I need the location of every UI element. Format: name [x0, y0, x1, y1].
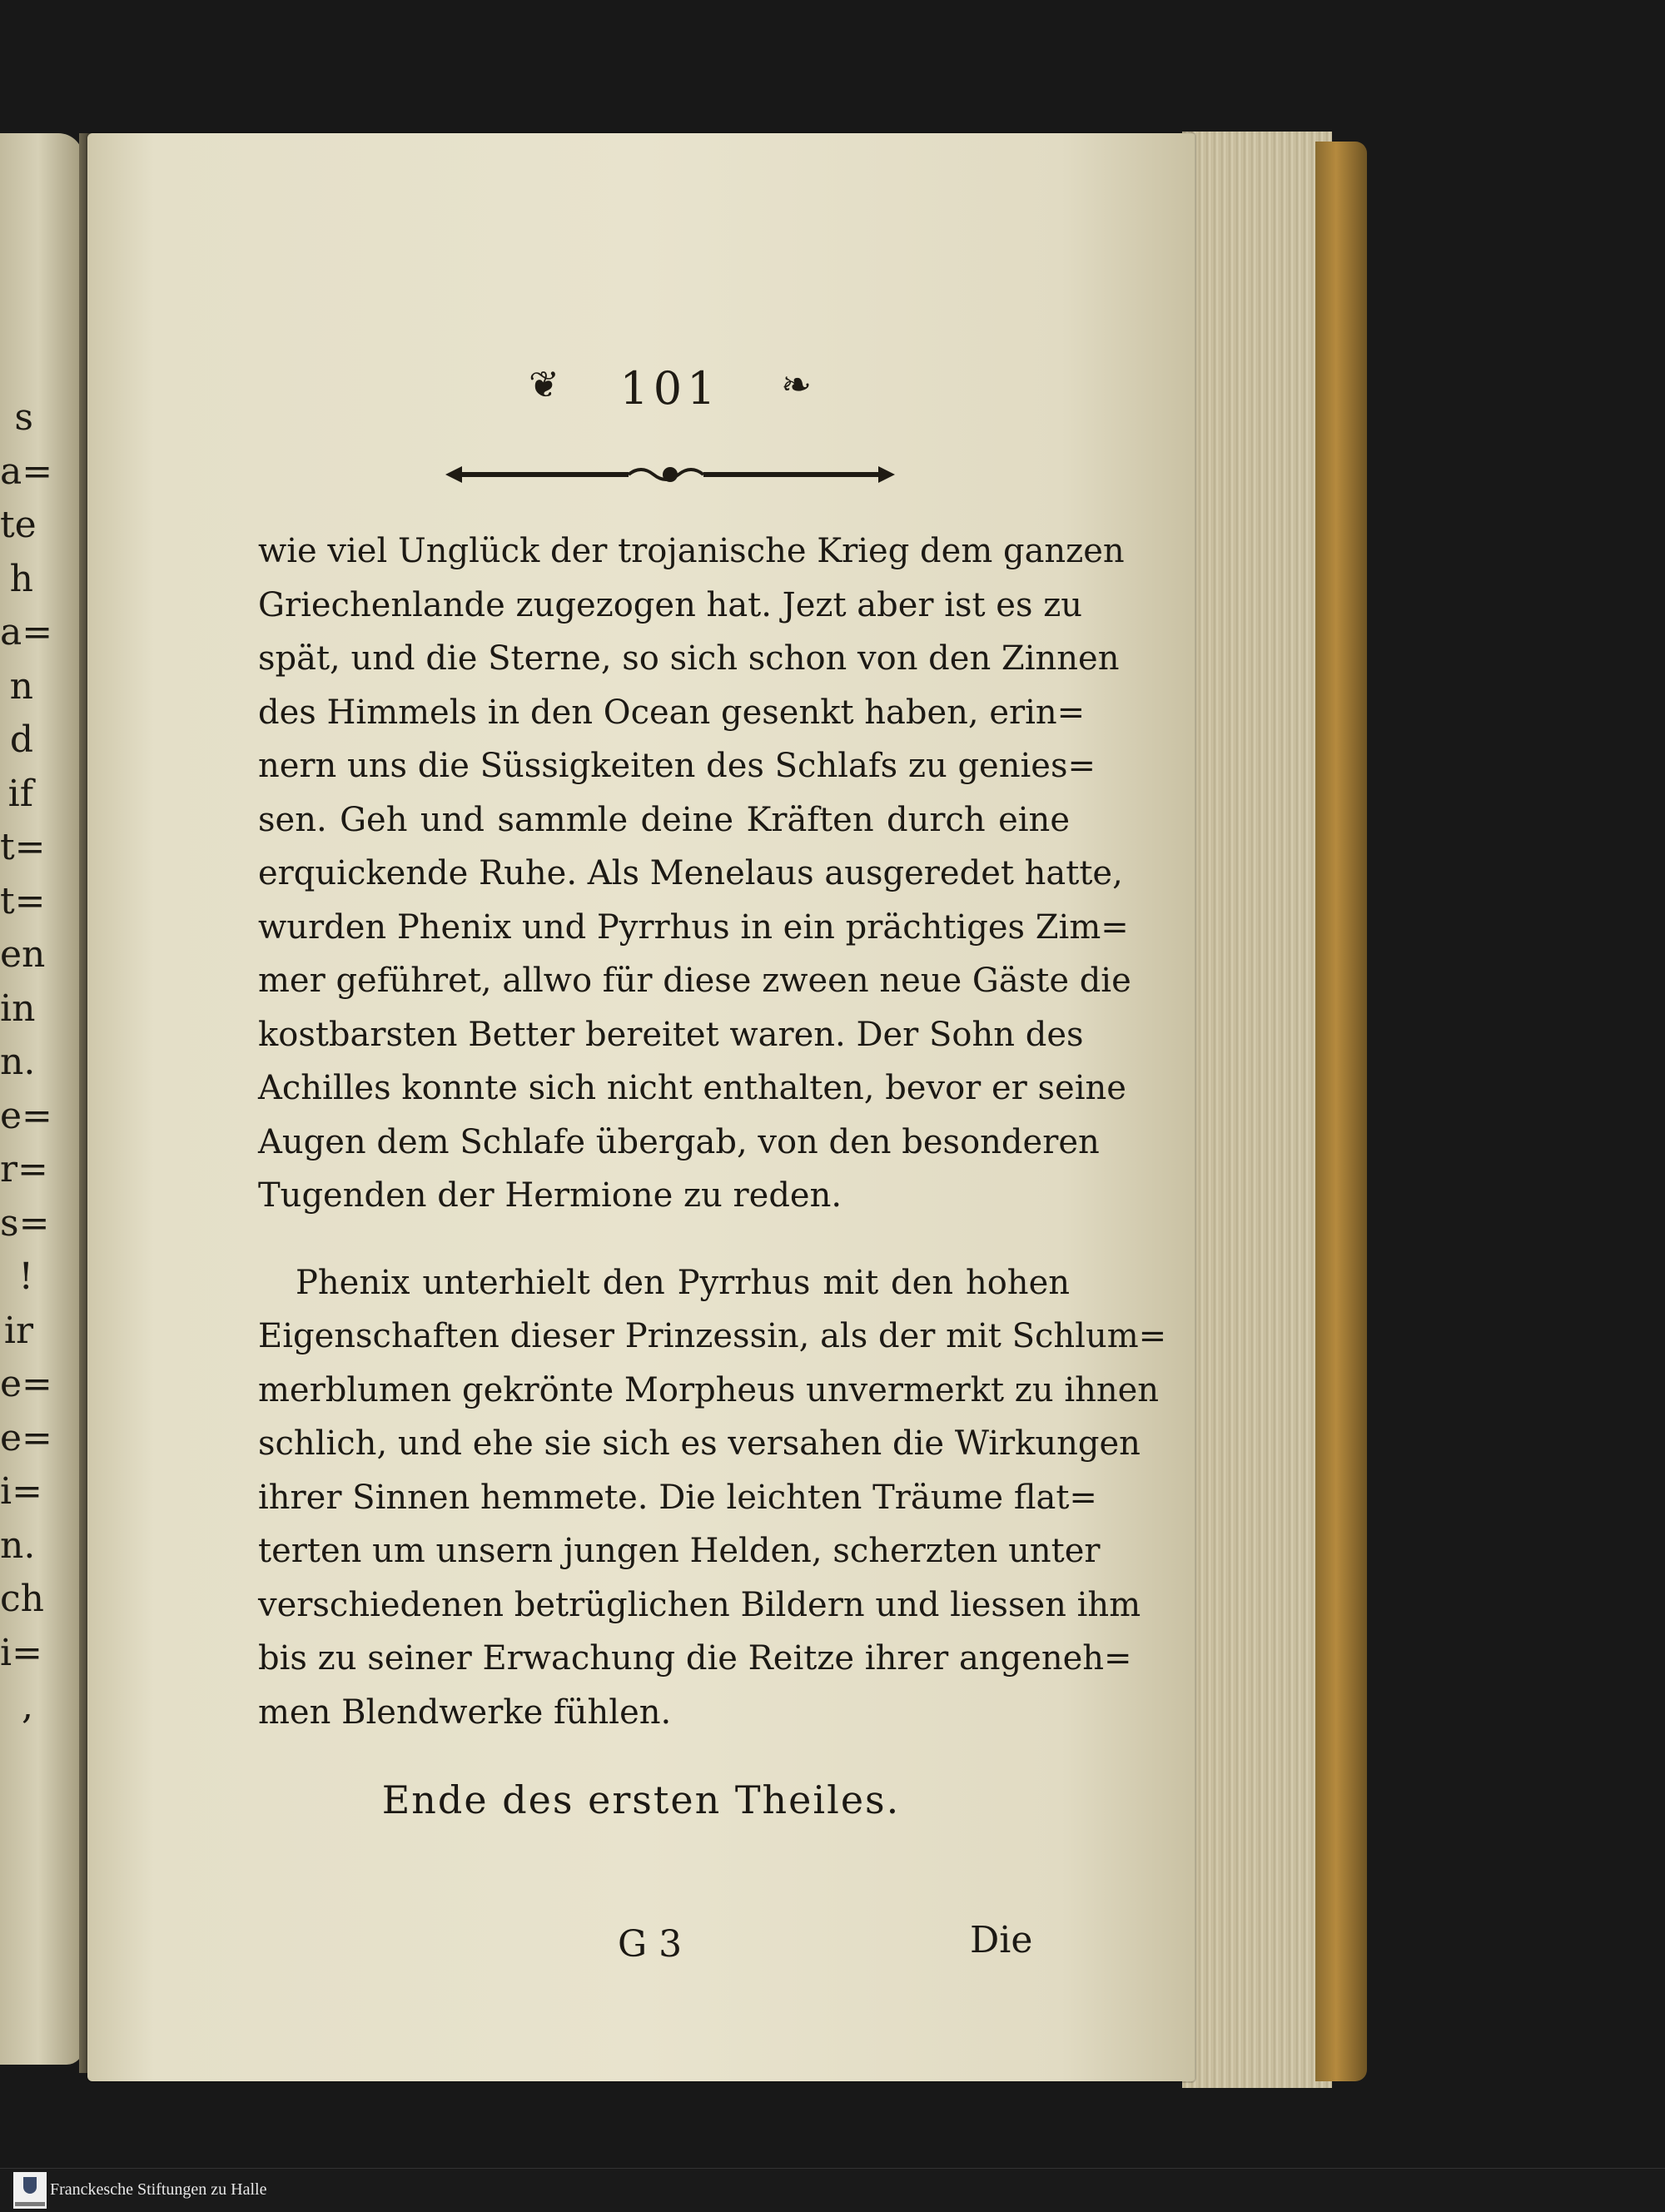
- fragment-line: e=: [0, 1094, 52, 1137]
- paragraph: [258, 1256, 1167, 1740]
- fleuron-right-icon: ❧: [781, 364, 812, 406]
- fragment-line: d: [9, 718, 33, 761]
- fragment-line: s: [14, 396, 33, 439]
- fragment-line: a=: [0, 611, 53, 654]
- institution-name: Franckesche Stiftungen zu Halle: [50, 2180, 267, 2199]
- text-line: Griechenlande zugezogen hat. Jezt aber ist es zu: [258, 585, 1083, 624]
- text-line: spät, und die Sterne, so sich schon von den Zinnen: [258, 639, 1120, 678]
- text-line: bis zu seiner Erwachung die Reitze ihrer angeneh=: [258, 1639, 1132, 1678]
- text-line: kostbarsten Better bereitet waren. Der Sohn des: [258, 1015, 1084, 1054]
- fragment-line: a=: [0, 450, 53, 493]
- text-line: merblumen gekrönte Morpheus unvermerkt zu ihnen: [258, 1370, 1160, 1409]
- fragment-line: r=: [0, 1148, 48, 1191]
- text-line: wurden Phenix und Pyrrhus in ein prächtiges Zim=: [258, 907, 1129, 947]
- text-line: sen. Geh und sammle deine Kräften durch eine: [258, 800, 1070, 839]
- page-block-edge: [1182, 132, 1332, 2088]
- text-line: mer geführet, allwo für diese zween neue Gäste die: [258, 962, 1131, 1000]
- text-line: men Blendwerke fühlen.: [258, 1693, 672, 1732]
- text-line: nern uns die Süssigkeiten des Schlafs zu genies=: [258, 747, 1096, 785]
- book-cover-edge: [1315, 142, 1367, 2081]
- text-line: Eigenschaften dieser Prinzessin, als der mit Schlum=: [258, 1317, 1167, 1355]
- book-page: [87, 133, 1195, 2081]
- paragraph: [258, 524, 1131, 1223]
- fragment-line: in: [0, 987, 36, 1030]
- part-ending: Ende des ersten Theiles.: [381, 1777, 901, 1822]
- text-line: Augen dem Schlafe übergab, von den besonderen: [258, 1122, 1100, 1161]
- text-line: terten um unsern jungen Helden, scherzten unter: [258, 1532, 1101, 1570]
- text-line: Achilles konnte sich nicht enthalten, bevor er seine: [258, 1069, 1126, 1107]
- fragment-line: te: [0, 504, 37, 546]
- text-line: wie viel Unglück der trojanische Krieg dem ganzen: [258, 532, 1125, 570]
- fragment-line: en: [0, 933, 46, 976]
- fragment-line: t=: [0, 826, 46, 868]
- fragment-line: !: [18, 1255, 33, 1298]
- signature-mark: G 3: [618, 1923, 683, 1966]
- text-line: Phenix unterhielt den Pyrrhus mit den hohen: [296, 1263, 1070, 1302]
- fragment-line: e=: [0, 1416, 52, 1459]
- fragment-line: e=: [0, 1363, 52, 1405]
- fragment-line: i=: [0, 1470, 42, 1513]
- fragment-line: t=: [0, 879, 46, 922]
- ornamental-rule-icon: [437, 458, 903, 491]
- fragment-line: h: [9, 557, 33, 600]
- viewer-footer: [0, 2168, 1665, 2212]
- text-line: schlich, und ehe sie sich es versahen die Wirkungen: [258, 1424, 1141, 1463]
- fleuron-left-icon: ❦: [529, 364, 559, 406]
- fragment-line: n.: [0, 1524, 36, 1567]
- institution-logo-icon: [13, 2172, 47, 2209]
- text-line: erquickende Ruhe. Als Menelaus ausgeredet hatte,: [258, 854, 1123, 892]
- previous-page-text-fragments: [0, 391, 53, 1734]
- fragment-line: s=: [0, 1201, 50, 1245]
- fragment-line: n.: [0, 1041, 36, 1083]
- text-line: ihrer Sinnen hemmete. Die leichten Träume flat=: [258, 1478, 1097, 1517]
- fragment-line: n: [9, 664, 33, 708]
- text-line: verschiedenen betrüglichen Bildern und liessen ihm: [258, 1585, 1141, 1624]
- fragment-line: ,: [22, 1685, 33, 1727]
- fragment-line: ch: [0, 1578, 44, 1620]
- fragment-line: i=: [0, 1631, 42, 1674]
- running-header: [529, 362, 812, 420]
- body-text: [258, 524, 1167, 1739]
- text-line: des Himmels in den Ocean gesenkt haben, erin=: [258, 693, 1086, 732]
- fragment-line: ir: [3, 1309, 33, 1352]
- page-number: 101: [619, 362, 721, 415]
- fragment-line: if: [7, 772, 33, 815]
- catchword: Die: [970, 1919, 1033, 1961]
- paragraph-gap: [258, 1223, 1070, 1256]
- text-line: Tugenden der Hermione zu reden.: [258, 1176, 842, 1215]
